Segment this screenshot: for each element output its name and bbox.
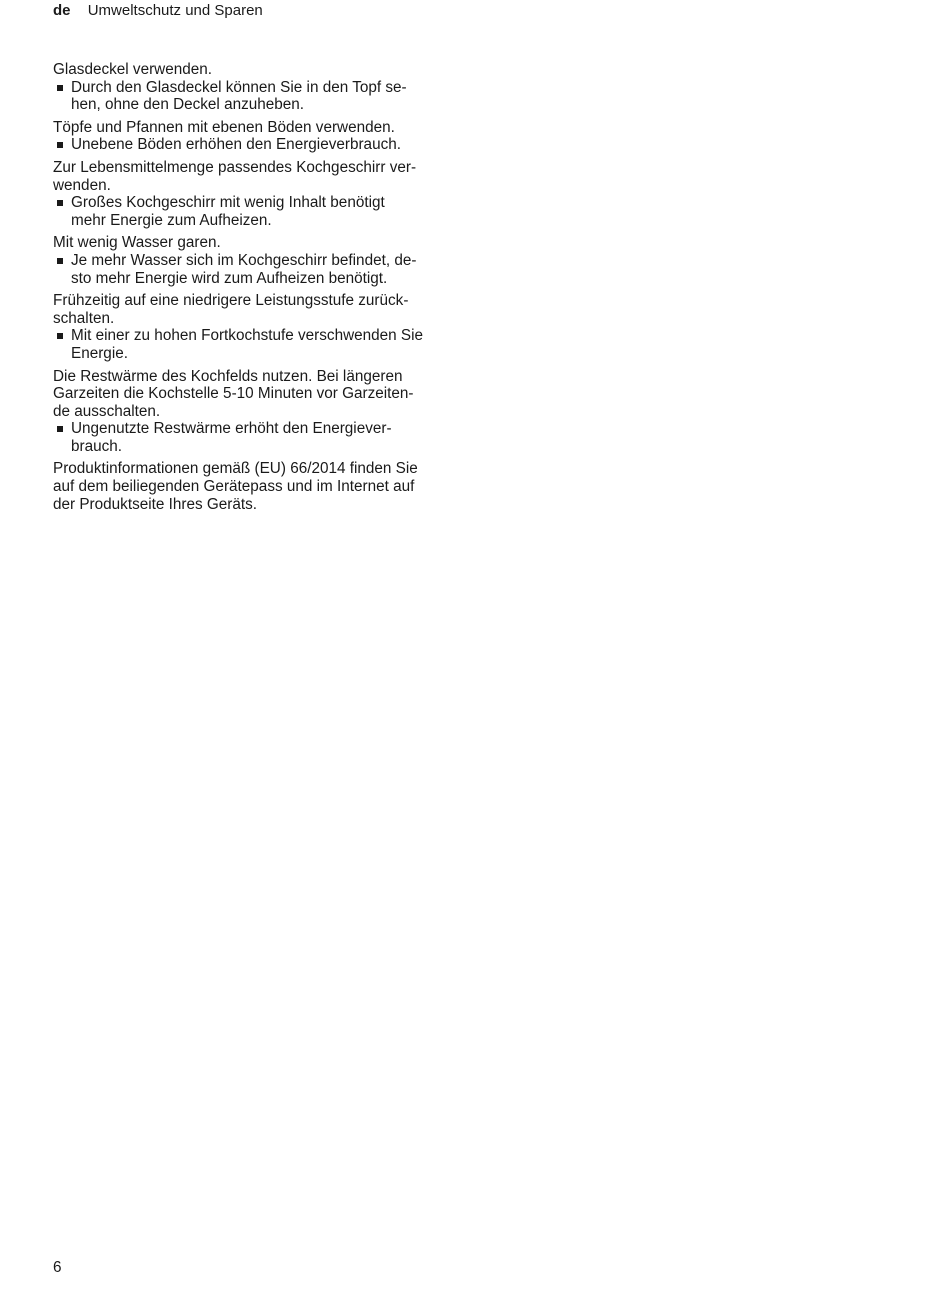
bullet-line: sto mehr Energie wird zum Aufheizen benötigt.	[71, 269, 388, 287]
bullet-item	[53, 194, 473, 229]
language-code: de	[53, 2, 71, 19]
text-block	[53, 159, 473, 229]
bullet-line: Ungenutzte Restwärme erhöht den Energiever-	[71, 420, 392, 438]
bullet-item	[53, 420, 473, 455]
bullet-line: Je mehr Wasser sich im Kochgeschirr befindet, de-	[71, 251, 417, 269]
paragraph-line: auf dem beiliegenden Gerätepass und im Internet auf	[53, 478, 415, 496]
paragraph-line: schalten.	[53, 309, 115, 327]
square-bullet-icon	[57, 258, 63, 264]
page-number: 6	[53, 1259, 62, 1276]
section-title: Umweltschutz und Sparen	[87, 2, 263, 19]
text-block	[53, 119, 473, 154]
paragraph-line: wenden.	[53, 176, 111, 194]
bullet-line: Mit einer zu hohen Fortkochstufe verschwenden Sie	[71, 327, 424, 345]
square-bullet-icon	[57, 333, 63, 339]
square-bullet-icon	[57, 85, 63, 91]
text-block	[53, 61, 473, 114]
paragraph-line: Garzeiten die Kochstelle 5-10 Minuten vor Garzeiten-	[53, 385, 414, 403]
bullet-line: hen, ohne den Deckel anzuheben.	[71, 96, 305, 114]
bullet-line: mehr Energie zum Aufheizen.	[71, 211, 272, 229]
bullet-item	[53, 136, 473, 154]
paragraph-line: Töpfe und Pfannen mit ebenen Böden verwenden.	[53, 118, 395, 136]
square-bullet-icon	[57, 142, 63, 148]
text-block	[53, 292, 473, 362]
text-block	[53, 460, 473, 513]
bullet-item	[53, 252, 473, 287]
paragraph-line: Mit wenig Wasser garen.	[53, 234, 221, 252]
bullet-line: Unebene Böden erhöhen den Energieverbrauch.	[71, 136, 401, 154]
bullet-line: brauch.	[71, 437, 123, 455]
paragraph-line: Glasdeckel verwenden.	[53, 61, 213, 78]
paragraph-line: Die Restwärme des Kochfelds nutzen. Bei längeren	[53, 367, 403, 385]
bullet-line: Großes Kochgeschirr mit wenig Inhalt benötigt	[71, 194, 385, 212]
paragraph-line: de ausschalten.	[53, 402, 161, 420]
text-block	[53, 368, 473, 456]
paragraph-line: Frühzeitig auf eine niedrigere Leistungsstufe zurück-	[53, 292, 409, 310]
square-bullet-icon	[57, 426, 63, 432]
square-bullet-icon	[57, 200, 63, 206]
bullet-item	[53, 79, 473, 114]
text-block	[53, 234, 473, 287]
paragraph-line: Zur Lebensmittelmenge passendes Kochgeschirr ver-	[53, 158, 417, 176]
bullet-line: Energie.	[71, 344, 128, 362]
paragraph-line: der Produktseite Ihres Geräts.	[53, 495, 258, 513]
paragraph-line: Produktinformationen gemäß (EU) 66/2014 finden Sie	[53, 460, 418, 478]
bullet-line: Durch den Glasdeckel können Sie in den Topf se-	[71, 78, 407, 96]
bullet-item	[53, 327, 473, 362]
page-header	[53, 2, 263, 20]
content-column	[53, 61, 473, 518]
